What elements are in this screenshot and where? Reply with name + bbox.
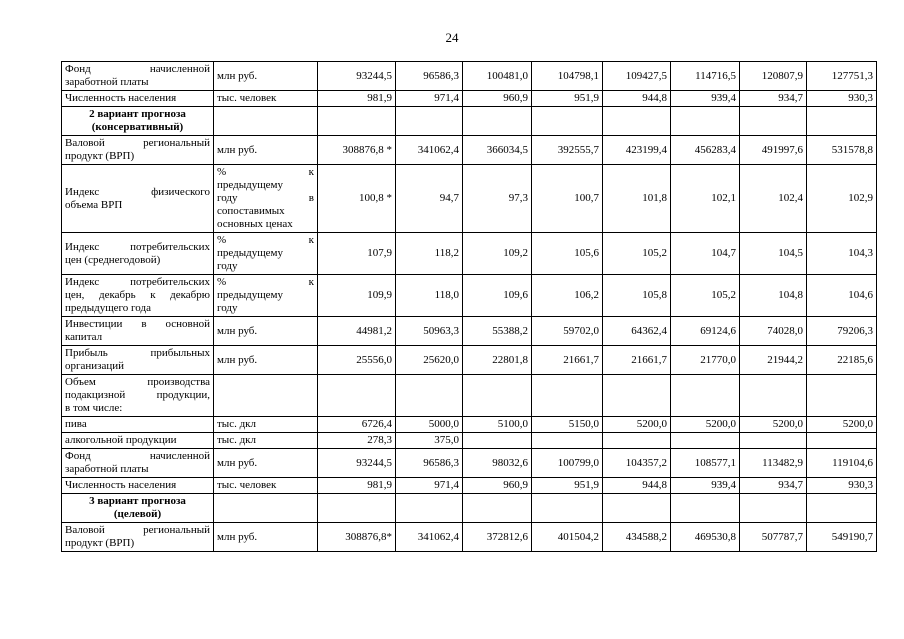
- value-cell: 944,8: [603, 91, 671, 107]
- unit-line: [217, 70, 314, 83]
- table-row: [62, 275, 877, 317]
- value-cell: 64362,4: [603, 317, 671, 346]
- empty-cell: [807, 107, 877, 136]
- empty-cell: [671, 107, 740, 136]
- value-cell: 5200,0: [603, 417, 671, 433]
- value-cell: 93244,5: [318, 62, 396, 91]
- value-cell: 100,8 *: [318, 165, 396, 233]
- indicator-name-line: Численность населения: [65, 479, 177, 491]
- value-cell: [463, 375, 532, 417]
- value-cell: 21661,7: [532, 346, 603, 375]
- indicator-name: [62, 233, 214, 275]
- indicator-name: [62, 317, 214, 346]
- value-cell: 423199,4: [603, 136, 671, 165]
- empty-cell: [532, 107, 603, 136]
- unit-word: млн руб.: [217, 353, 258, 366]
- indicator-name-line: Объем производства: [65, 376, 210, 388]
- table-row: [62, 317, 877, 346]
- value-cell: [740, 433, 807, 449]
- value-cell: 491997,6: [740, 136, 807, 165]
- indicator-name-line: цен, декабрь к декабрю: [65, 289, 210, 301]
- value-cell: 372812,6: [463, 523, 532, 552]
- unit-cell: [214, 478, 318, 494]
- value-cell: 392555,7: [532, 136, 603, 165]
- value-cell: [671, 375, 740, 417]
- unit-line: [217, 192, 314, 205]
- unit-line: [217, 276, 314, 289]
- empty-cell: [214, 107, 318, 136]
- value-cell: 5000,0: [396, 417, 463, 433]
- indicator-name-line: заработной платы: [65, 463, 149, 475]
- indicator-name-line: продукт (ВРП): [65, 537, 135, 549]
- value-cell: 105,2: [671, 275, 740, 317]
- value-cell: 456283,4: [671, 136, 740, 165]
- unit-line: [217, 144, 314, 157]
- empty-cell: [603, 494, 671, 523]
- unit-cell: [214, 165, 318, 233]
- value-cell: 981,9: [318, 91, 396, 107]
- value-cell: 944,8: [603, 478, 671, 494]
- unit-line: [217, 457, 314, 470]
- value-cell: 109427,5: [603, 62, 671, 91]
- value-cell: [740, 375, 807, 417]
- value-cell: 106,2: [532, 275, 603, 317]
- unit-word: тыс. дкл: [217, 418, 257, 430]
- page-number: 24: [445, 30, 459, 45]
- unit-line: [217, 354, 314, 367]
- indicator-name: [62, 375, 214, 417]
- value-cell: 21944,2: [740, 346, 807, 375]
- value-cell: 960,9: [463, 91, 532, 107]
- indicator-name-line: Индекс потребительских: [65, 276, 210, 288]
- empty-cell: [532, 494, 603, 523]
- value-cell: 104,3: [807, 233, 877, 275]
- value-cell: 109,6: [463, 275, 532, 317]
- unit-cell: [214, 62, 318, 91]
- indicator-name: [62, 62, 214, 91]
- indicator-name-line: заработной платы: [65, 76, 149, 88]
- unit-word: млн руб.: [217, 324, 258, 337]
- unit-word: млн руб.: [217, 143, 258, 156]
- empty-cell: [603, 107, 671, 136]
- unit-cell: [214, 433, 318, 449]
- value-cell: 44981,2: [318, 317, 396, 346]
- value-cell: 96586,3: [396, 62, 463, 91]
- unit-cell: [214, 233, 318, 275]
- unit-cell: [214, 523, 318, 552]
- value-cell: 114716,5: [671, 62, 740, 91]
- value-cell: 102,1: [671, 165, 740, 233]
- value-cell: 960,9: [463, 478, 532, 494]
- value-cell: [318, 375, 396, 417]
- unit-cell: [214, 317, 318, 346]
- empty-cell: [671, 494, 740, 523]
- indicator-name-line: предыдущего года: [65, 302, 151, 314]
- section-title-line: 3 вариант прогноза: [89, 495, 186, 507]
- unit-word: году: [217, 192, 238, 204]
- value-cell: 98032,6: [463, 449, 532, 478]
- table-row: [62, 478, 877, 494]
- value-cell: 113482,9: [740, 449, 807, 478]
- unit-line: [217, 479, 314, 492]
- unit-line: [217, 166, 314, 179]
- value-cell: 21770,0: [671, 346, 740, 375]
- unit-word: тыс. человек: [217, 479, 277, 491]
- empty-cell: [214, 494, 318, 523]
- unit-word: тыс. человек: [217, 92, 277, 104]
- value-cell: 107,9: [318, 233, 396, 275]
- indicator-name-line: организаций: [65, 360, 125, 372]
- value-cell: 96586,3: [396, 449, 463, 478]
- value-cell: 69124,6: [671, 317, 740, 346]
- table-row: [62, 165, 877, 233]
- value-cell: 930,3: [807, 478, 877, 494]
- unit-line: [217, 179, 314, 192]
- value-cell: 341062,4: [396, 136, 463, 165]
- section-title-line: (целевой): [113, 508, 162, 520]
- value-cell: 59702,0: [532, 317, 603, 346]
- indicator-name: [62, 433, 214, 449]
- value-cell: 50963,3: [396, 317, 463, 346]
- indicator-name: [62, 275, 214, 317]
- value-cell: [807, 433, 877, 449]
- value-cell: 102,9: [807, 165, 877, 233]
- unit-line: [217, 418, 314, 431]
- indicator-name-line: Индекс физического: [65, 185, 210, 198]
- unit-line: [217, 218, 314, 231]
- value-cell: 25620,0: [396, 346, 463, 375]
- indicator-name-line: Валовой региональный: [65, 137, 210, 149]
- empty-cell: [740, 107, 807, 136]
- value-cell: 278,3: [318, 433, 396, 449]
- unit-word: %: [217, 276, 227, 288]
- indicator-name-line: подакцизной продукции,: [65, 389, 210, 401]
- value-cell: 104,7: [671, 233, 740, 275]
- value-cell: 119104,6: [807, 449, 877, 478]
- value-cell: 104798,1: [532, 62, 603, 91]
- empty-cell: [807, 494, 877, 523]
- empty-cell: [396, 107, 463, 136]
- unit-cell: [214, 449, 318, 478]
- indicator-name: [62, 165, 214, 233]
- unit-word: сопоставимых: [217, 205, 285, 217]
- value-cell: 930,3: [807, 91, 877, 107]
- value-cell: 104,6: [807, 275, 877, 317]
- section-title-line: (консервативный): [91, 121, 184, 133]
- unit-word: предыдущему: [217, 289, 284, 301]
- indicator-name: [62, 449, 214, 478]
- empty-cell: [740, 494, 807, 523]
- unit-cell: [214, 91, 318, 107]
- indicator-name-line: объема ВРП: [65, 198, 123, 211]
- value-cell: 109,9: [318, 275, 396, 317]
- value-cell: 5150,0: [532, 417, 603, 433]
- unit-cell: [214, 275, 318, 317]
- indicator-name: [62, 417, 214, 433]
- value-cell: 21661,7: [603, 346, 671, 375]
- empty-cell: [318, 494, 396, 523]
- value-cell: 104,8: [740, 275, 807, 317]
- indicator-name: [62, 478, 214, 494]
- unit-line: [217, 289, 314, 302]
- table-row: [62, 346, 877, 375]
- section-title: [62, 107, 214, 136]
- unit-word: году: [217, 260, 238, 272]
- value-cell: 341062,4: [396, 523, 463, 552]
- value-cell: 22185,6: [807, 346, 877, 375]
- unit-word: млн руб.: [217, 456, 258, 469]
- section-row: [62, 494, 877, 523]
- empty-cell: [463, 494, 532, 523]
- table-row: [62, 433, 877, 449]
- value-cell: [463, 433, 532, 449]
- indicator-name-line: Индекс потребительских: [65, 240, 210, 253]
- indicator-name-line: алкогольной продукции: [65, 434, 177, 446]
- unit-word: %: [217, 234, 227, 246]
- value-cell: 5100,0: [463, 417, 532, 433]
- value-cell: [532, 433, 603, 449]
- table-body: [62, 62, 877, 552]
- value-cell: 104,5: [740, 233, 807, 275]
- table-row: [62, 449, 877, 478]
- unit-cell: [214, 346, 318, 375]
- indicator-name-line: Валовой региональный: [65, 524, 210, 536]
- value-cell: 102,4: [740, 165, 807, 233]
- indicator-name-line: продукт (ВРП): [65, 150, 135, 162]
- value-cell: 74028,0: [740, 317, 807, 346]
- value-cell: [603, 433, 671, 449]
- unit-word: к: [308, 234, 314, 246]
- indicator-name: [62, 346, 214, 375]
- unit-cell: [214, 375, 318, 417]
- value-cell: 939,4: [671, 478, 740, 494]
- value-cell: 531578,8: [807, 136, 877, 165]
- value-cell: 507787,7: [740, 523, 807, 552]
- value-cell: 55388,2: [463, 317, 532, 346]
- value-cell: 22801,8: [463, 346, 532, 375]
- value-cell: 951,9: [532, 478, 603, 494]
- unit-word: году: [217, 302, 238, 314]
- value-cell: 549190,7: [807, 523, 877, 552]
- value-cell: 5200,0: [807, 417, 877, 433]
- value-cell: 939,4: [671, 91, 740, 107]
- unit-line: [217, 434, 314, 447]
- value-cell: 105,8: [603, 275, 671, 317]
- table-row: [62, 136, 877, 165]
- value-cell: 934,7: [740, 91, 807, 107]
- value-cell: [396, 375, 463, 417]
- value-cell: 100481,0: [463, 62, 532, 91]
- indicator-name-line: Фонд начисленной: [65, 63, 210, 75]
- value-cell: 934,7: [740, 478, 807, 494]
- value-cell: 434588,2: [603, 523, 671, 552]
- unit-word: в: [308, 192, 314, 204]
- section-row: [62, 107, 877, 136]
- unit-word: предыдущему: [217, 179, 284, 191]
- value-cell: 5200,0: [740, 417, 807, 433]
- value-cell: 101,8: [603, 165, 671, 233]
- indicator-name-line: пива: [65, 418, 87, 430]
- section-title-line: 2 вариант прогноза: [89, 108, 186, 120]
- empty-cell: [396, 494, 463, 523]
- value-cell: 469530,8: [671, 523, 740, 552]
- empty-cell: [463, 107, 532, 136]
- value-cell: 105,2: [603, 233, 671, 275]
- unit-line: [217, 205, 314, 218]
- table-row: [62, 523, 877, 552]
- value-cell: 104357,2: [603, 449, 671, 478]
- indicator-name: [62, 523, 214, 552]
- value-cell: 108577,1: [671, 449, 740, 478]
- table-row: [62, 91, 877, 107]
- value-cell: [532, 375, 603, 417]
- table-row: [62, 233, 877, 275]
- value-cell: 6726,4: [318, 417, 396, 433]
- unit-word: к: [308, 166, 314, 178]
- table-row: [62, 417, 877, 433]
- indicator-name-line: Численность населения: [65, 92, 177, 104]
- value-cell: [603, 375, 671, 417]
- unit-cell: [214, 417, 318, 433]
- indicator-name-line: цен (среднегодовой): [65, 253, 161, 266]
- unit-word: предыдущему: [217, 247, 284, 259]
- value-cell: 308876,8*: [318, 523, 396, 552]
- value-cell: 951,9: [532, 91, 603, 107]
- unit-line: [217, 302, 314, 315]
- unit-word: основных ценах: [217, 218, 293, 230]
- value-cell: [807, 375, 877, 417]
- value-cell: 366034,5: [463, 136, 532, 165]
- value-cell: 118,0: [396, 275, 463, 317]
- table-row: [62, 375, 877, 417]
- value-cell: 79206,3: [807, 317, 877, 346]
- value-cell: 100799,0: [532, 449, 603, 478]
- value-cell: 401504,2: [532, 523, 603, 552]
- indicator-name: [62, 136, 214, 165]
- indicator-name-line: в том числе:: [65, 402, 123, 414]
- table-row: [62, 62, 877, 91]
- forecast-table: [61, 61, 877, 552]
- unit-word: %: [217, 166, 227, 178]
- unit-line: [217, 92, 314, 105]
- unit-word: к: [308, 276, 314, 288]
- value-cell: 109,2: [463, 233, 532, 275]
- value-cell: 97,3: [463, 165, 532, 233]
- unit-line: [217, 531, 314, 544]
- section-title: [62, 494, 214, 523]
- indicator-name-line: Прибыль прибыльных: [65, 347, 210, 359]
- empty-cell: [318, 107, 396, 136]
- indicator-name-line: Инвестиции в основной: [65, 318, 210, 330]
- value-cell: [671, 433, 740, 449]
- value-cell: 120807,9: [740, 62, 807, 91]
- unit-word: млн руб.: [217, 530, 258, 543]
- unit-word: тыс. дкл: [217, 434, 257, 446]
- unit-line: [217, 234, 314, 247]
- value-cell: 971,4: [396, 91, 463, 107]
- value-cell: 105,6: [532, 233, 603, 275]
- indicator-name: [62, 91, 214, 107]
- unit-line: [217, 260, 314, 273]
- value-cell: 127751,3: [807, 62, 877, 91]
- value-cell: 100,7: [532, 165, 603, 233]
- value-cell: 25556,0: [318, 346, 396, 375]
- unit-cell: [214, 136, 318, 165]
- indicator-name-line: капитал: [65, 331, 103, 343]
- indicator-name-line: Фонд начисленной: [65, 450, 210, 462]
- value-cell: 93244,5: [318, 449, 396, 478]
- value-cell: 118,2: [396, 233, 463, 275]
- unit-word: млн руб.: [217, 69, 258, 82]
- value-cell: 308876,8 *: [318, 136, 396, 165]
- value-cell: 981,9: [318, 478, 396, 494]
- value-cell: 375,0: [396, 433, 463, 449]
- unit-line: [217, 325, 314, 338]
- value-cell: 971,4: [396, 478, 463, 494]
- unit-line: [217, 247, 314, 260]
- value-cell: 94,7: [396, 165, 463, 233]
- value-cell: 5200,0: [671, 417, 740, 433]
